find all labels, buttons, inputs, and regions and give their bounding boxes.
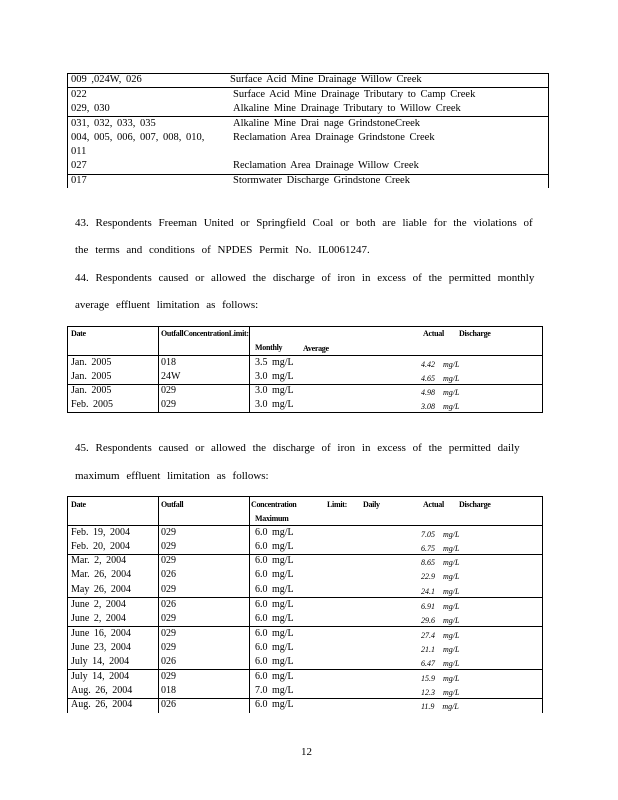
actual-cell: 15.9 mg/L — [421, 674, 460, 683]
table-col-rule — [158, 326, 159, 413]
date-cell: Jan. 2005 — [71, 371, 112, 382]
limit-cell: 3.0 mg/L — [255, 385, 294, 396]
table-col-rule — [249, 326, 250, 413]
outfall-cell: 011 — [71, 146, 87, 157]
actual-cell: 6.47 mg/L — [421, 659, 460, 668]
table-col-rule — [542, 496, 543, 713]
paragraph-43-line1: 43. Respondents Freeman United or Springfield Coal or both are liable for the violations of — [75, 217, 533, 229]
header-discharge: Discharge — [459, 500, 491, 509]
table-border-left — [67, 73, 68, 188]
description-cell: Alkaline Mine Drainage Tributary to Willow Creek — [233, 103, 461, 114]
date-cell: July 14, 2004 — [71, 656, 130, 667]
outfall-table — [67, 73, 549, 188]
outfall-cell: 026 — [161, 656, 176, 667]
outfall-cell: 029 — [161, 642, 176, 653]
outfall-cell: 029, 030 — [71, 103, 110, 114]
outfall-cell: 009 ,024W, 026 — [71, 74, 142, 85]
daily-maximum-table — [67, 496, 543, 713]
paragraph-45-line2: maximum effluent limitation as follows: — [75, 470, 269, 482]
outfall-cell: 24W — [161, 371, 181, 382]
outfall-cell: 026 — [161, 599, 176, 610]
table-rule — [67, 597, 543, 598]
actual-cell: 6.75 mg/L — [421, 544, 460, 553]
date-cell: June 2, 2004 — [71, 599, 126, 610]
table-rule — [67, 554, 543, 555]
header-actual: Actual — [423, 500, 444, 509]
limit-cell: 6.0 mg/L — [255, 671, 294, 682]
outfall-cell: 004, 005, 006, 007, 008, 010, — [71, 132, 205, 143]
description-cell: Stormwater Discharge Grindstone Creek — [233, 175, 410, 186]
outfall-cell: 031, 032, 033, 035 — [71, 118, 156, 129]
actual-cell: 6.91 mg/L — [421, 602, 460, 611]
paragraph-45-line1: 45. Respondents caused or allowed the discharge of iron in excess of the permitted daily — [75, 442, 520, 454]
limit-cell: 6.0 mg/L — [255, 642, 294, 653]
table-col-rule — [67, 326, 68, 413]
actual-cell: 27.4 mg/L — [421, 631, 460, 640]
actual-cell: 4.42 mg/L — [421, 360, 460, 369]
limit-cell: 6.0 mg/L — [255, 584, 294, 595]
actual-cell: 4.98 mg/L — [421, 388, 460, 397]
limit-cell: 6.0 mg/L — [255, 628, 294, 639]
limit-cell: 6.0 mg/L — [255, 527, 294, 538]
limit-cell: 3.0 mg/L — [255, 399, 294, 410]
actual-cell: 8.65 mg/L — [421, 558, 460, 567]
date-cell: Aug. 26, 2004 — [71, 685, 133, 696]
date-cell: July 14, 2004 — [71, 671, 130, 682]
outfall-cell: 029 — [161, 584, 176, 595]
actual-cell: 4.65 mg/L — [421, 374, 460, 383]
table-rule — [67, 412, 543, 413]
outfall-cell: 029 — [161, 527, 176, 538]
paragraph-43-line2: the terms and conditions of NPDES Permit No. IL0061247. — [75, 244, 370, 256]
description-cell: Reclamation Area Drainage Willow Creek — [233, 160, 419, 171]
outfall-cell: 022 — [71, 89, 87, 100]
description-cell: Reclamation Area Drainage Grindstone Creek — [233, 132, 435, 143]
limit-cell: 7.0 mg/L — [255, 685, 294, 696]
actual-cell: 7.05 mg/L — [421, 530, 460, 539]
header-daily: Daily — [363, 500, 380, 509]
limit-cell: 6.0 mg/L — [255, 699, 294, 710]
outfall-cell: 029 — [161, 541, 176, 552]
actual-cell: 12.3 mg/L — [421, 688, 460, 697]
outfall-cell: 029 — [161, 613, 176, 624]
date-cell: June 23, 2004 — [71, 642, 131, 653]
limit-cell: 6.0 mg/L — [255, 613, 294, 624]
date-cell: June 16, 2004 — [71, 628, 131, 639]
outfall-cell: 027 — [71, 160, 87, 171]
actual-cell: 21.1 mg/L — [421, 645, 460, 654]
limit-cell: 6.0 mg/L — [255, 541, 294, 552]
outfall-cell: 029 — [161, 628, 176, 639]
table-rule — [67, 496, 543, 497]
paragraph-44-line2: average effluent limitation as follows: — [75, 299, 259, 311]
header-maximum: Maximum — [255, 514, 289, 523]
header-average: Average — [303, 344, 329, 353]
table-rule — [67, 87, 549, 88]
table-rule — [67, 355, 543, 356]
date-cell: Mar. 26, 2004 — [71, 569, 132, 580]
outfall-cell: 017 — [71, 175, 87, 186]
header-discharge: Discharge — [459, 329, 491, 338]
header-actual: Actual — [423, 329, 444, 338]
limit-cell: 6.0 mg/L — [255, 656, 294, 667]
date-cell: Feb. 19, 2004 — [71, 527, 130, 538]
actual-cell: 11.9 mg/L — [421, 702, 459, 711]
page-number: 12 — [301, 746, 312, 758]
header-monthly: Monthly — [255, 343, 283, 352]
date-cell: Jan. 2005 — [71, 357, 112, 368]
description-cell: Surface Acid Mine Drainage Willow Creek — [230, 74, 422, 85]
header-limit: Limit: — [327, 500, 347, 509]
header-date: Date — [71, 500, 86, 509]
table-rule — [67, 626, 543, 627]
date-cell: Jan. 2005 — [71, 385, 112, 396]
table-col-rule — [249, 496, 250, 713]
monthly-average-table — [67, 326, 543, 413]
actual-cell: 29.6 mg/L — [421, 616, 460, 625]
table-rule — [67, 384, 543, 385]
header-outfall-concentration-limit: OutfallConcentrationLimit: — [161, 329, 249, 338]
header-date: Date — [71, 329, 86, 338]
outfall-cell: 029 — [161, 671, 176, 682]
outfall-cell: 018 — [161, 357, 176, 368]
actual-cell: 24.1 mg/L — [421, 587, 460, 596]
paragraph-44-line1: 44. Respondents caused or allowed the discharge of iron in excess of the permitted monthly — [75, 272, 535, 284]
table-rule — [67, 326, 543, 327]
outfall-cell: 029 — [161, 399, 176, 410]
limit-cell: 6.0 mg/L — [255, 569, 294, 580]
limit-cell: 3.0 mg/L — [255, 371, 294, 382]
table-border-right — [548, 73, 549, 188]
limit-cell: 6.0 mg/L — [255, 555, 294, 566]
date-cell: Feb. 20, 2004 — [71, 541, 130, 552]
outfall-cell: 029 — [161, 555, 176, 566]
date-cell: June 2, 2004 — [71, 613, 126, 624]
outfall-cell: 026 — [161, 699, 176, 710]
table-rule — [67, 698, 543, 699]
outfall-cell: 026 — [161, 569, 176, 580]
header-outfall: Outfall — [161, 500, 184, 509]
table-col-rule — [158, 496, 159, 713]
table-rule — [67, 116, 549, 117]
limit-cell: 3.5 mg/L — [255, 357, 294, 368]
table-rule — [67, 525, 543, 526]
limit-cell: 6.0 mg/L — [255, 599, 294, 610]
table-rule — [67, 669, 543, 670]
date-cell: Mar. 2, 2004 — [71, 555, 127, 566]
description-cell: Alkaline Mine Drai nage GrindstoneCreek — [233, 118, 421, 129]
date-cell: Feb. 2005 — [71, 399, 113, 410]
table-col-rule — [542, 326, 543, 413]
outfall-cell: 018 — [161, 685, 176, 696]
table-col-rule — [67, 496, 68, 713]
description-cell: Surface Acid Mine Drainage Tributary to Camp Creek — [233, 89, 476, 100]
header-concentration: Concentration — [251, 500, 297, 509]
actual-cell: 22.9 mg/L — [421, 572, 460, 581]
date-cell: Aug. 26, 2004 — [71, 699, 133, 710]
date-cell: May 26, 2004 — [71, 584, 131, 595]
actual-cell: 3.08 mg/L — [421, 402, 460, 411]
outfall-cell: 029 — [161, 385, 176, 396]
